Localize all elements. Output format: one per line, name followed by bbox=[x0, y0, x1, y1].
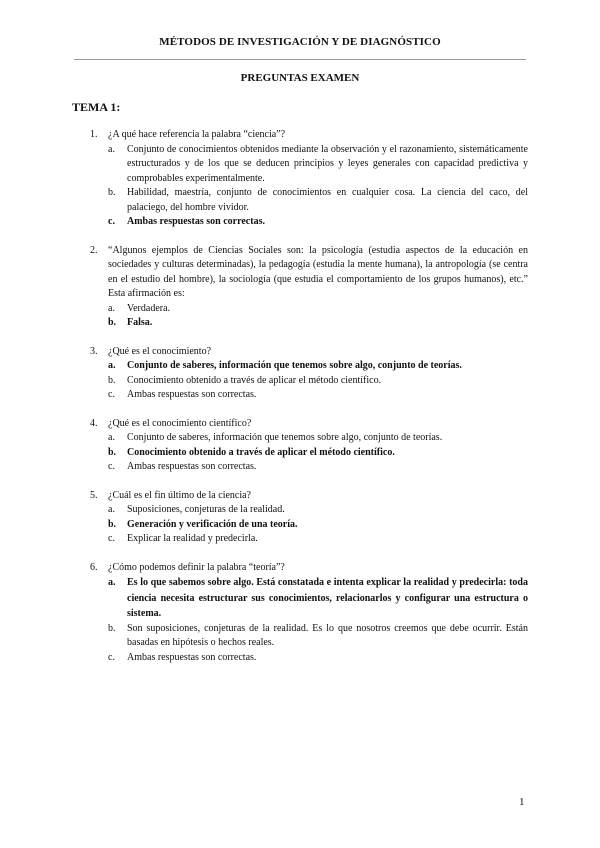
option-text: Habilidad, maestría, conjunto de conocimientos en cualquier cosa. La ciencia del caco, del palaciego, del hombre vividor. bbox=[127, 187, 528, 213]
question-number: 1. bbox=[90, 129, 98, 140]
option-letter: b. bbox=[108, 446, 117, 458]
option-b-correct bbox=[108, 518, 528, 533]
question-5 bbox=[74, 489, 528, 547]
option-letter: b. bbox=[108, 187, 116, 198]
option-b bbox=[108, 186, 528, 215]
option-b-correct bbox=[108, 316, 528, 331]
option-letter: a. bbox=[108, 504, 115, 515]
question-number: 6. bbox=[90, 561, 98, 573]
option-c bbox=[108, 460, 528, 475]
option-text: Conjunto de saberes, información que tenemos sobre algo, conjunto de teorías. bbox=[127, 432, 443, 443]
question-2 bbox=[74, 244, 528, 331]
question-6 bbox=[74, 561, 528, 666]
question-text: ¿Cómo podemos definir la palabra “teoría”? bbox=[108, 561, 285, 573]
option-letter: c. bbox=[108, 389, 115, 400]
option-text: Explicar la realidad y predecirla. bbox=[127, 533, 258, 544]
option-list bbox=[108, 359, 528, 403]
option-list bbox=[108, 143, 528, 230]
option-list bbox=[108, 302, 528, 331]
option-text: Generación y verificación de una teoría. bbox=[127, 518, 298, 530]
question-3 bbox=[74, 345, 528, 403]
option-a bbox=[108, 143, 528, 187]
option-b bbox=[108, 374, 528, 389]
option-text: Conocimiento obtenido a través de aplicar el método científico. bbox=[127, 446, 395, 458]
option-text: Conjunto de saberes, información que tenemos sobre algo, conjunto de teorías. bbox=[127, 360, 462, 371]
document-header-title: MÉTODOS DE INVESTIGACIÓN Y DE DIAGNÓSTICO bbox=[159, 36, 441, 48]
option-list bbox=[108, 431, 528, 475]
option-c-correct bbox=[108, 215, 528, 230]
question-text: “Algunos ejemplos de Ciencias Sociales son: la psicología (estudia aspectos de la educación en sociedades y culturas determinadas), la pedagogía (estudia la mente humana), la antropología (se centra en el estudio del hombre), la sociología (que estudia el comportamiento de los grupos humanos), etc.” Esta afirmación es: bbox=[108, 244, 528, 299]
question-list bbox=[74, 128, 528, 679]
option-c bbox=[108, 651, 528, 666]
option-list bbox=[108, 575, 528, 665]
option-letter: a. bbox=[108, 143, 115, 155]
option-c bbox=[108, 532, 528, 547]
option-letter: c. bbox=[108, 461, 115, 472]
question-4 bbox=[74, 417, 528, 475]
page-number: 1 bbox=[519, 796, 525, 808]
option-letter: c. bbox=[108, 651, 115, 663]
question-number: 3. bbox=[90, 345, 98, 357]
question-text: ¿Qué es el conocimiento científico? bbox=[108, 417, 252, 429]
question-text: ¿Cuál es el fin último de la ciencia? bbox=[108, 489, 251, 501]
option-text: Conocimiento obtenido a través de aplicar el método científico. bbox=[127, 374, 382, 386]
option-letter: c. bbox=[108, 216, 115, 227]
option-text: Falsa. bbox=[127, 317, 153, 328]
option-text: Suposiciones, conjeturas de la realidad. bbox=[127, 504, 285, 515]
option-text: Es lo que sabemos sobre algo. Está constatada e intenta explicar la realidad y predecirla: toda ciencia necesita estructurar sus conocimientos, relacionarlos y configurar una estructura o sistema. bbox=[127, 577, 528, 619]
option-letter: a. bbox=[108, 302, 115, 314]
option-letter: b. bbox=[108, 622, 116, 634]
question-number: 4. bbox=[90, 417, 98, 429]
option-list bbox=[108, 503, 528, 547]
option-text: Ambas respuestas son correctas. bbox=[127, 216, 265, 227]
option-a-correct bbox=[108, 575, 528, 622]
option-text: Ambas respuestas son correctas. bbox=[127, 389, 257, 400]
option-text: Ambas respuestas son correctas. bbox=[127, 461, 257, 472]
option-letter: b. bbox=[108, 518, 117, 530]
question-text: ¿A qué hace referencia la palabra “ciencia”? bbox=[108, 129, 286, 140]
question-number: 2. bbox=[90, 244, 98, 256]
option-text: Son suposiciones, conjeturas de la realidad. Es lo que nosotros creemos que debe ocurrir. Están basadas en hipótesis o hechos reales. bbox=[127, 622, 528, 648]
header-divider bbox=[74, 59, 526, 60]
option-text: Verdadera. bbox=[127, 302, 171, 314]
tema-heading: TEMA 1: bbox=[72, 100, 121, 114]
option-letter: a. bbox=[108, 577, 116, 588]
option-letter: b. bbox=[108, 374, 116, 386]
option-c bbox=[108, 388, 528, 403]
option-a bbox=[108, 431, 528, 446]
option-letter: a. bbox=[108, 432, 115, 443]
question-text: ¿Qué es el conocimiento? bbox=[108, 345, 212, 357]
option-letter: b. bbox=[108, 317, 117, 328]
option-b-correct bbox=[108, 446, 528, 461]
option-a-correct bbox=[108, 359, 528, 374]
option-b bbox=[108, 622, 528, 651]
section-title: PREGUNTAS EXAMEN bbox=[240, 72, 360, 84]
option-text: Ambas respuestas son correctas. bbox=[127, 651, 257, 663]
option-text: Conjunto de conocimientos obtenidos mediante la observación y el razonamiento, sistemáticamente estructurados y de los que se deducen principios y leyes generales con capacidad predictiva y comprobables experimentalmente. bbox=[127, 143, 528, 184]
option-a bbox=[108, 302, 528, 317]
option-letter: c. bbox=[108, 533, 115, 544]
question-number: 5. bbox=[90, 489, 98, 501]
question-1 bbox=[74, 128, 528, 230]
option-letter: a. bbox=[108, 360, 116, 371]
option-a bbox=[108, 503, 528, 518]
